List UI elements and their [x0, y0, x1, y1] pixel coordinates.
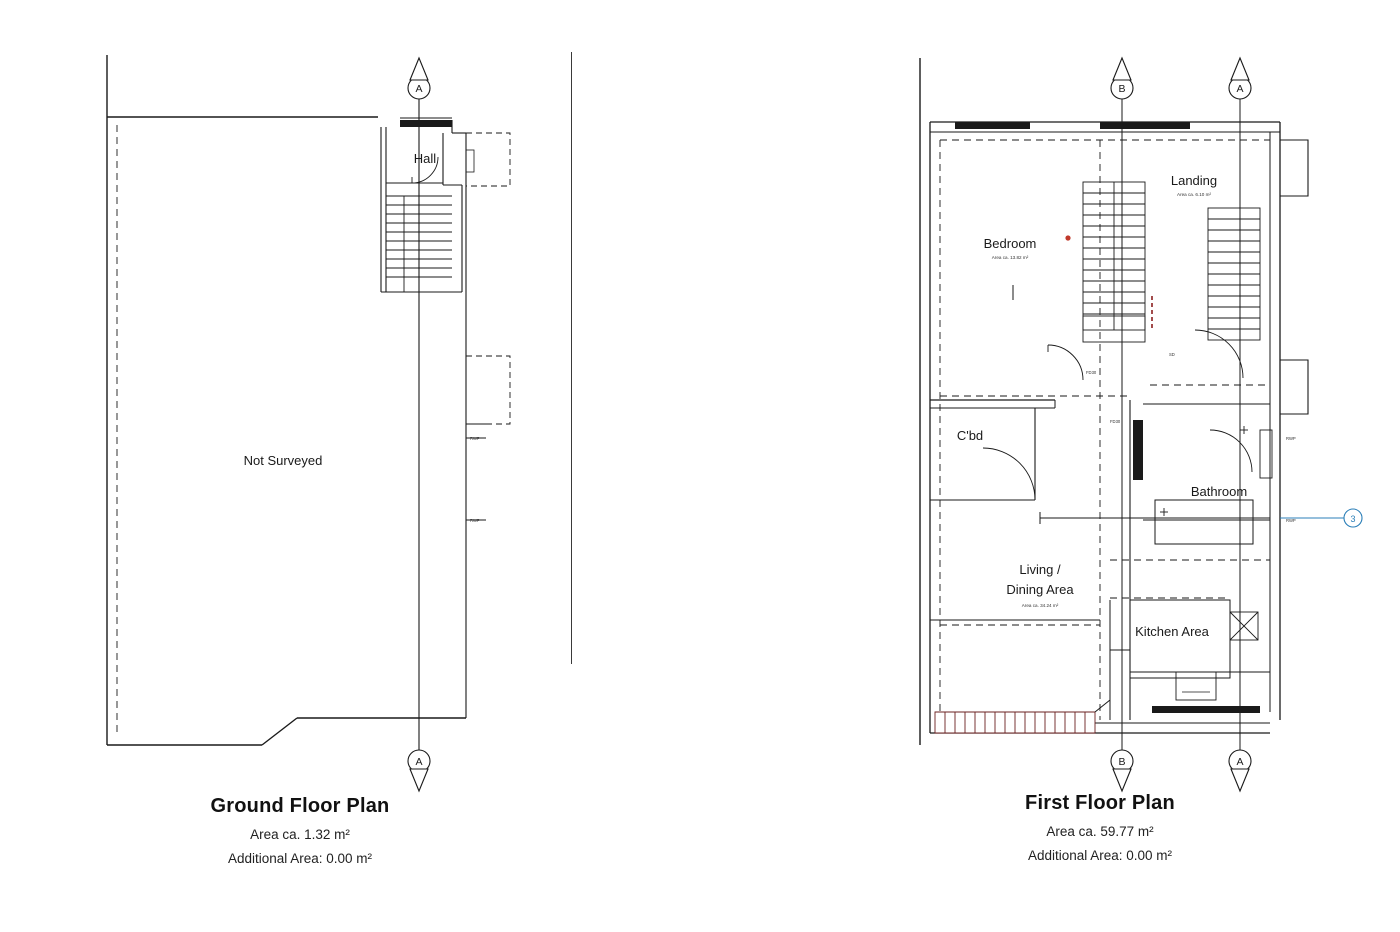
first-floor-area: Area ca. 59.77 m² — [1046, 824, 1154, 839]
detail-bubble-label: 3 — [1350, 514, 1356, 524]
first-floor-caption — [800, 792, 1400, 863]
section-marker-a-top-first-label: A — [1236, 83, 1244, 95]
rwp-annotation-first-2: RWP — [1286, 518, 1296, 523]
room-label-living-line1: Living / — [1019, 562, 1061, 577]
ground-floor-additional-area: Additional Area: 0.00 m² — [227, 851, 373, 866]
section-marker-a-top-label: A — [415, 83, 423, 95]
section-marker-b-bottom — [1111, 750, 1133, 791]
fd30-annotation-2: FD30 — [1110, 419, 1121, 424]
rwp-annotation-2: RWP — [470, 518, 480, 523]
section-marker-a-bottom-label: A — [415, 756, 423, 768]
room-label-kitchen: Kitchen Area — [1135, 624, 1209, 639]
ground-floor-plan — [0, 0, 600, 932]
ground-floor-area: Area ca. 1.32 m² — [250, 827, 350, 842]
section-marker-b-bottom-label: B — [1118, 756, 1126, 768]
section-marker-b-top-label: B — [1118, 83, 1126, 95]
section-marker-a-top-first — [1229, 58, 1251, 99]
first-floor-drawing — [800, 0, 1400, 800]
first-floor-additional-area: Additional Area: 0.00 m² — [1027, 848, 1173, 863]
room-area-landing: Area ca. 6.10 m² — [1177, 192, 1211, 197]
room-label-living-line2: Dining Area — [1006, 582, 1074, 597]
hall-side-annotation — [470, 169, 475, 170]
room-label-cupboard: C'bd — [956, 428, 984, 443]
room-area-bedroom: Area ca. 13.82 m² — [991, 255, 1029, 260]
section-marker-a-bottom-first — [1229, 750, 1251, 791]
section-marker-a-bottom — [408, 750, 430, 791]
room-label-hall: Hall — [413, 151, 437, 166]
section-marker-a-bottom-first-label: A — [1236, 756, 1244, 768]
rwp-annotation-1: RWP — [470, 436, 480, 441]
fd30-annotation-1: FD30 — [1086, 370, 1097, 375]
room-label-bedroom: Bedroom — [983, 236, 1037, 251]
room-label-bathroom: Bathroom — [1190, 484, 1248, 499]
sd-annotation: SD — [1169, 352, 1175, 357]
ground-floor-title: Ground Floor Plan — [210, 795, 390, 817]
first-floor-title: First Floor Plan — [1025, 792, 1175, 814]
section-marker-b-top — [1111, 58, 1133, 99]
section-marker-a-top — [408, 58, 430, 99]
ground-floor-caption — [0, 795, 600, 866]
not-surveyed-label: Not Surveyed — [243, 453, 323, 468]
rwp-annotation-first-1: RWP — [1286, 436, 1296, 441]
first-floor-plan — [800, 0, 1400, 932]
ground-floor-drawing — [0, 0, 600, 800]
room-label-landing: Landing — [1170, 173, 1218, 188]
room-area-living: Area ca. 34.24 m² — [1021, 603, 1059, 608]
